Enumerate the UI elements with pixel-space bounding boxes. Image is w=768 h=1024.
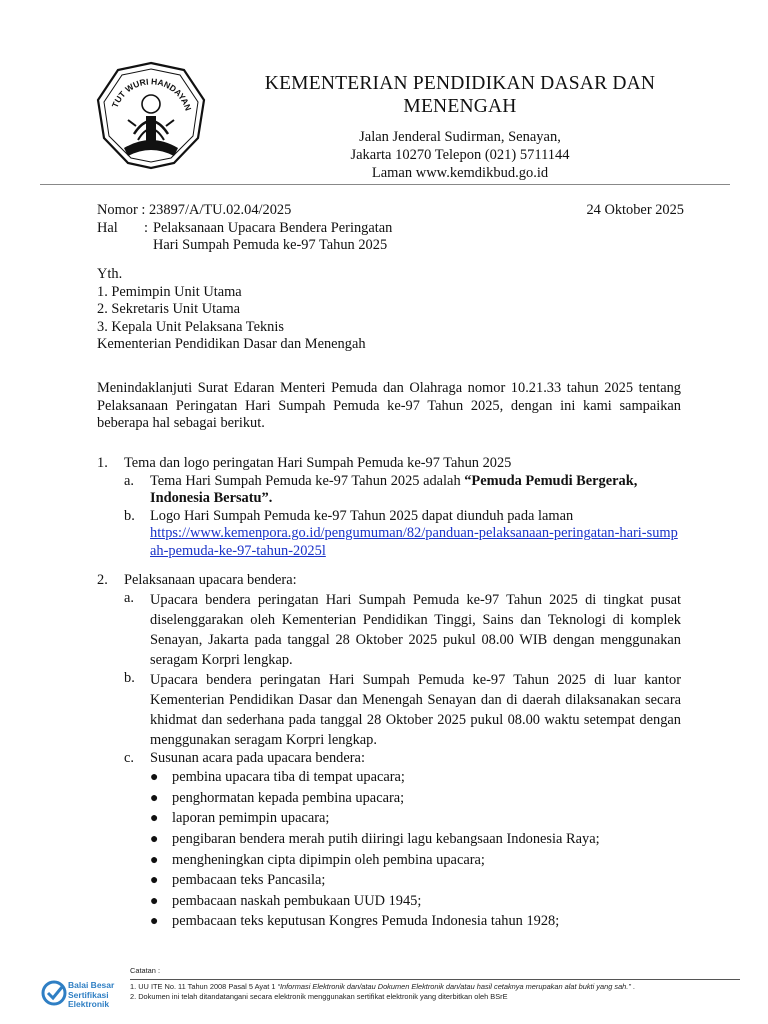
letter-date: 24 Oktober 2025 [586, 202, 684, 218]
footer-note-1 [130, 982, 740, 992]
agenda-item: pembacaan teks keputusan Kongres Pemuda Indonesia tahun 1928; [172, 913, 560, 930]
central-ceremony-text: Upacara bendera peringatan Hari Sumpah Pemuda ke-97 Tahun 2025 di tingkat pusat diselenggarakan oleh Kementerian Pendidikan Tinggi, Sains dan Teknologi di komplek Senayan, Jakarta pada tanggal 28 Oktober 2025 pukul 08.00 WIB dengan menggunakan seragam Korpri lengkap. [150, 591, 681, 668]
item-letter: a. [124, 472, 134, 489]
bsre-line: Sertifikasi [68, 989, 109, 1000]
agenda-item: pengibaran bendera merah putih diiringi lagu kebangsaan Indonesia Raya; [172, 830, 600, 847]
nomor-value: : 23897/A/TU.02.04/2025 [141, 202, 292, 218]
logo-motto: TUT WURI HANDAYAN [109, 76, 194, 113]
bsre-line: Balai Besar [68, 980, 115, 990]
footer-notes [130, 966, 740, 1002]
agenda-item: mengheningkan cipta dipimpin oleh pembina upacara; [172, 851, 485, 868]
theme-text [150, 473, 681, 508]
hal-line1: Pelaksanaan Upacara Bendera Peringatan [153, 219, 393, 236]
section-1 [97, 455, 681, 561]
bullet-icon: ● [150, 852, 159, 868]
regional-ceremony-text: Upacara bendera peringatan Hari Sumpah Pemuda ke-97 Tahun 2025 di luar kantor Kementerian Pendidikan Dasar dan Menengah Senayan dan di daerah dilaksanakan secara khidmat dan sederhana pada tanggal 28 Oktober 2025 pukul 08.00 waktu setempat dengan menggunakan seragam Korpri lengkap. [150, 671, 681, 748]
note1-tail: . [630, 982, 635, 991]
org-name-line2: MENENGAH [403, 96, 517, 117]
agenda-item: laporan pemimpin upacara; [172, 810, 330, 827]
hal-label: Hal [97, 219, 118, 236]
address-line1: Jalan Jenderal Sudirman, Senayan, [359, 129, 561, 145]
agenda-item: pembina upacara tiba di tempat upacara; [172, 769, 405, 786]
nomor-label: Nomor [97, 202, 138, 218]
address-line3: Laman www.kemdikbud.go.id [371, 165, 549, 181]
agenda-item: pembacaan naskah pembukaan UUD 1945; [172, 892, 422, 909]
theme-name: “Pemuda Pemudi Bergerak, Indonesia Bersatu”. [150, 472, 638, 507]
note1-quote: “Informasi Elektronik dan/atau Dokumen Elektronik dan/atau hasil cetaknya merupakan alat bukti yang sah.” [277, 982, 631, 991]
bullet-icon: ● [150, 770, 159, 786]
agenda-item: penghormatan kepada pembina upacara; [172, 789, 405, 806]
logo-download-link[interactable]: https://www.kemenpora.go.id/pengumuman/82/panduan-pelaksanaan-peringatan-hari-sumpah-pemuda-ke-97-tahun-2025l [150, 525, 678, 559]
section-number: 1. [97, 455, 108, 471]
tut-wuri-handayani-logo [94, 60, 208, 170]
bullet-icon: ● [150, 831, 159, 847]
section-title: Tema dan logo peringatan Hari Sumpah Pemuda ke-97 Tahun 2025 [124, 455, 512, 471]
letterhead [240, 72, 680, 182]
addressee-line: 3. Kepala Unit Pelaksana Teknis [97, 318, 284, 335]
bullet-icon: ● [150, 790, 159, 806]
addressee-greeting: Yth. [97, 266, 123, 282]
theme-lead: Tema Hari Sumpah Pemuda ke-97 Tahun 2025 adalah [150, 472, 465, 489]
bullet-icon: ● [150, 893, 159, 909]
org-name-line1: KEMENTERIAN PENDIDIKAN DASAR DAN [264, 73, 656, 94]
bsre-label [68, 981, 114, 1010]
hal-separator: : [144, 219, 148, 236]
addressee-line: Kementerian Pendidikan Dasar dan Menengah [97, 336, 366, 353]
section-number: 2. [97, 572, 108, 588]
section-2 [97, 572, 681, 931]
agenda-item: pembacaan teks Pancasila; [172, 872, 326, 889]
address-line2: Jakarta 10270 Telepon (021) 5711144 [350, 147, 570, 163]
footer-divider [130, 979, 740, 980]
intro-paragraph: Menindaklanjuti Surat Edaran Menteri Pemuda dan Olahraga nomor 10.21.33 tahun 2025 tentang Pelaksanaan Peringatan Hari Sumpah Pemuda ke-97 Tahun 2025, dengan ini kami sampaikan beberapa hal sebagai berikut. [97, 380, 681, 432]
section-title: Pelaksanaan upacara bendera: [124, 572, 297, 588]
item-letter: a. [124, 589, 134, 606]
bullet-icon: ● [150, 873, 159, 889]
bullet-icon: ● [150, 811, 159, 827]
note1-plain: 1. UU ITE No. 11 Tahun 2008 Pasal 5 Ayat 1 [130, 982, 278, 991]
item-letter: b. [124, 669, 135, 686]
agenda-heading: Susunan acara pada upacara bendera: [150, 749, 365, 766]
hal-line2: Hari Sumpah Pemuda ke-97 Tahun 2025 [153, 237, 388, 254]
addressee-line: 1. Pemimpin Unit Utama [97, 283, 242, 300]
item-letter: c. [124, 749, 134, 766]
bsre-line: Elektronik [68, 999, 110, 1009]
footer-catatan: Catatan : [130, 966, 160, 975]
letter-meta [97, 202, 392, 255]
logo-download-text: Logo Hari Sumpah Pemuda ke-97 Tahun 2025 dapat diunduh pada laman [150, 507, 574, 524]
addressee-block [97, 266, 366, 354]
footer-note-2: 2. Dokumen ini telah ditandatangani secara elektronik menggunakan sertifikat elektronik yang diterbitkan oleh BSrE [130, 992, 508, 1001]
item-letter: b. [124, 507, 135, 524]
bullet-icon: ● [150, 914, 159, 930]
letterhead-divider [40, 184, 730, 185]
addressee-line: 2. Sekretaris Unit Utama [97, 301, 241, 318]
agenda-list [97, 769, 681, 931]
